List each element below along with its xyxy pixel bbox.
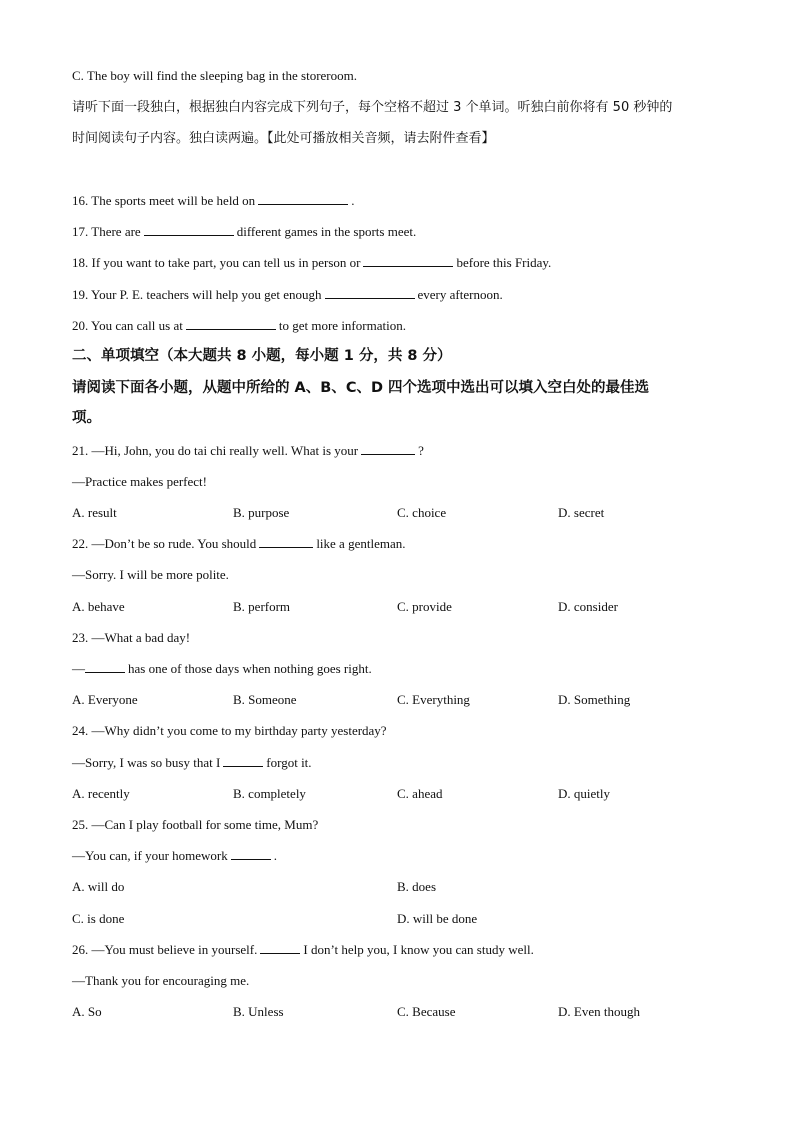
- answer-blank[interactable]: [231, 847, 271, 860]
- q25-option-a[interactable]: A. will do: [72, 879, 125, 894]
- question-24-reply-start: —Sorry, I was so busy that I: [72, 755, 221, 770]
- q21-option-a[interactable]: A. result: [72, 505, 117, 520]
- q23-option-b[interactable]: B. Someone: [233, 692, 297, 707]
- question-16-text: 16. The sports meet will be held on: [72, 193, 256, 208]
- q22-option-c[interactable]: C. provide: [397, 599, 452, 614]
- question-26-reply: —Thank you for encouraging me.: [72, 973, 250, 988]
- section-2-title: 二、单项填空（本大题共 8 小题，每小题 1 分，共 8 分）: [72, 348, 452, 364]
- q24-option-a[interactable]: A. recently: [72, 786, 130, 801]
- question-26-text: 26. —You must believe in yourself.: [72, 942, 258, 957]
- q25-option-d[interactable]: D. will be done: [397, 911, 478, 926]
- answer-blank[interactable]: [325, 286, 415, 299]
- question-19-text: 19. Your P. E. teachers will help you get enough: [72, 287, 322, 302]
- q26-option-d[interactable]: D. Even though: [558, 1004, 640, 1019]
- question-15-option-c: C. The boy will find the sleeping bag in the storeroom.: [72, 68, 357, 83]
- q23-option-d[interactable]: D. Something: [558, 692, 631, 707]
- answer-blank[interactable]: [361, 442, 415, 455]
- question-22-end: like a gentleman.: [316, 536, 406, 551]
- q21-option-c[interactable]: C. choice: [397, 505, 447, 520]
- question-25-reply-start: —You can, if your homework: [72, 848, 228, 863]
- answer-blank[interactable]: [259, 535, 313, 548]
- question-23: 23. —What a bad day!: [72, 630, 191, 645]
- q21-option-d[interactable]: D. secret: [558, 505, 605, 520]
- question-25-reply: [72, 847, 277, 865]
- question-17-end: different games in the sports meet.: [236, 224, 417, 239]
- listening-instruction-line-2: 时间阅读句子内容。独白读两遍。【此处可播放相关音频，请去附件查看】: [72, 131, 495, 146]
- question-17: [72, 223, 416, 241]
- question-18-end: before this Friday.: [456, 255, 552, 270]
- question-18-text: 18. If you want to take part, you can tell us in person or: [72, 255, 361, 270]
- question-21-text: 21. —Hi, John, you do tai chi really well. What is your: [72, 443, 359, 458]
- answer-blank[interactable]: [144, 223, 234, 236]
- q26-option-a[interactable]: A. So: [72, 1004, 102, 1019]
- question-19: [72, 286, 503, 304]
- q24-option-b[interactable]: B. completely: [233, 786, 306, 801]
- q24-option-c[interactable]: C. ahead: [397, 786, 443, 801]
- q25-option-b[interactable]: B. does: [397, 879, 436, 894]
- question-17-text: 17. There are: [72, 224, 141, 239]
- section-2-instruction-line-2: 项。: [72, 410, 101, 426]
- section-2-instruction-line-1: 请阅读下面各小题，从题中所给的 A、B、C、D 四个选项中选出可以填入空白处的最佳选: [72, 380, 650, 396]
- q23-option-a[interactable]: A. Everyone: [72, 692, 138, 707]
- question-16: [72, 192, 354, 210]
- question-24-reply: [72, 754, 312, 772]
- answer-blank[interactable]: [258, 192, 348, 205]
- question-16-end: .: [351, 193, 355, 208]
- question-21: [72, 442, 424, 460]
- answer-blank[interactable]: [223, 754, 263, 767]
- listening-instruction-line-1: 请听下面一段独白，根据独白内容完成下列句子，每个空格不超过 3 个单词。听独白前你将有 50 秒钟的: [72, 100, 673, 115]
- q26-option-c[interactable]: C. Because: [397, 1004, 456, 1019]
- question-23-reply: [72, 660, 372, 678]
- question-20: [72, 317, 406, 335]
- question-24-reply-text: forgot it.: [266, 755, 312, 770]
- question-23-reply-start: —: [72, 661, 85, 676]
- question-21-end: ?: [418, 443, 424, 458]
- q22-option-d[interactable]: D. consider: [558, 599, 618, 614]
- q25-option-c[interactable]: C. is done: [72, 911, 125, 926]
- question-25: 25. —Can I play football for some time, Mum?: [72, 817, 319, 832]
- answer-blank[interactable]: [363, 254, 453, 267]
- question-26-text-end: I don’t help you, I know you can study well.: [303, 942, 534, 957]
- question-24: 24. —Why didn’t you come to my birthday party yesterday?: [72, 723, 387, 738]
- question-22-text: 22. —Don’t be so rude. You should: [72, 536, 257, 551]
- q22-option-a[interactable]: A. behave: [72, 599, 125, 614]
- question-22: [72, 535, 405, 553]
- q23-option-c[interactable]: C. Everything: [397, 692, 470, 707]
- question-22-reply: —Sorry. I will be more polite.: [72, 567, 229, 582]
- question-25-reply-end: .: [273, 848, 277, 863]
- question-18: [72, 254, 551, 272]
- question-26: [72, 941, 534, 959]
- question-20-text: 20. You can call us at: [72, 318, 183, 333]
- answer-blank[interactable]: [186, 317, 276, 330]
- question-20-end: to get more information.: [278, 318, 406, 333]
- q24-option-d[interactable]: D. quietly: [558, 786, 610, 801]
- q22-option-b[interactable]: B. perform: [233, 599, 291, 614]
- answer-blank[interactable]: [260, 941, 300, 954]
- q21-option-b[interactable]: B. purpose: [233, 505, 290, 520]
- question-21-reply: —Practice makes perfect!: [72, 474, 207, 489]
- question-19-end: every afternoon.: [417, 287, 503, 302]
- q26-option-b[interactable]: B. Unless: [233, 1004, 284, 1019]
- question-23-reply-text: has one of those days when nothing goes right.: [128, 661, 372, 676]
- answer-blank[interactable]: [85, 660, 125, 673]
